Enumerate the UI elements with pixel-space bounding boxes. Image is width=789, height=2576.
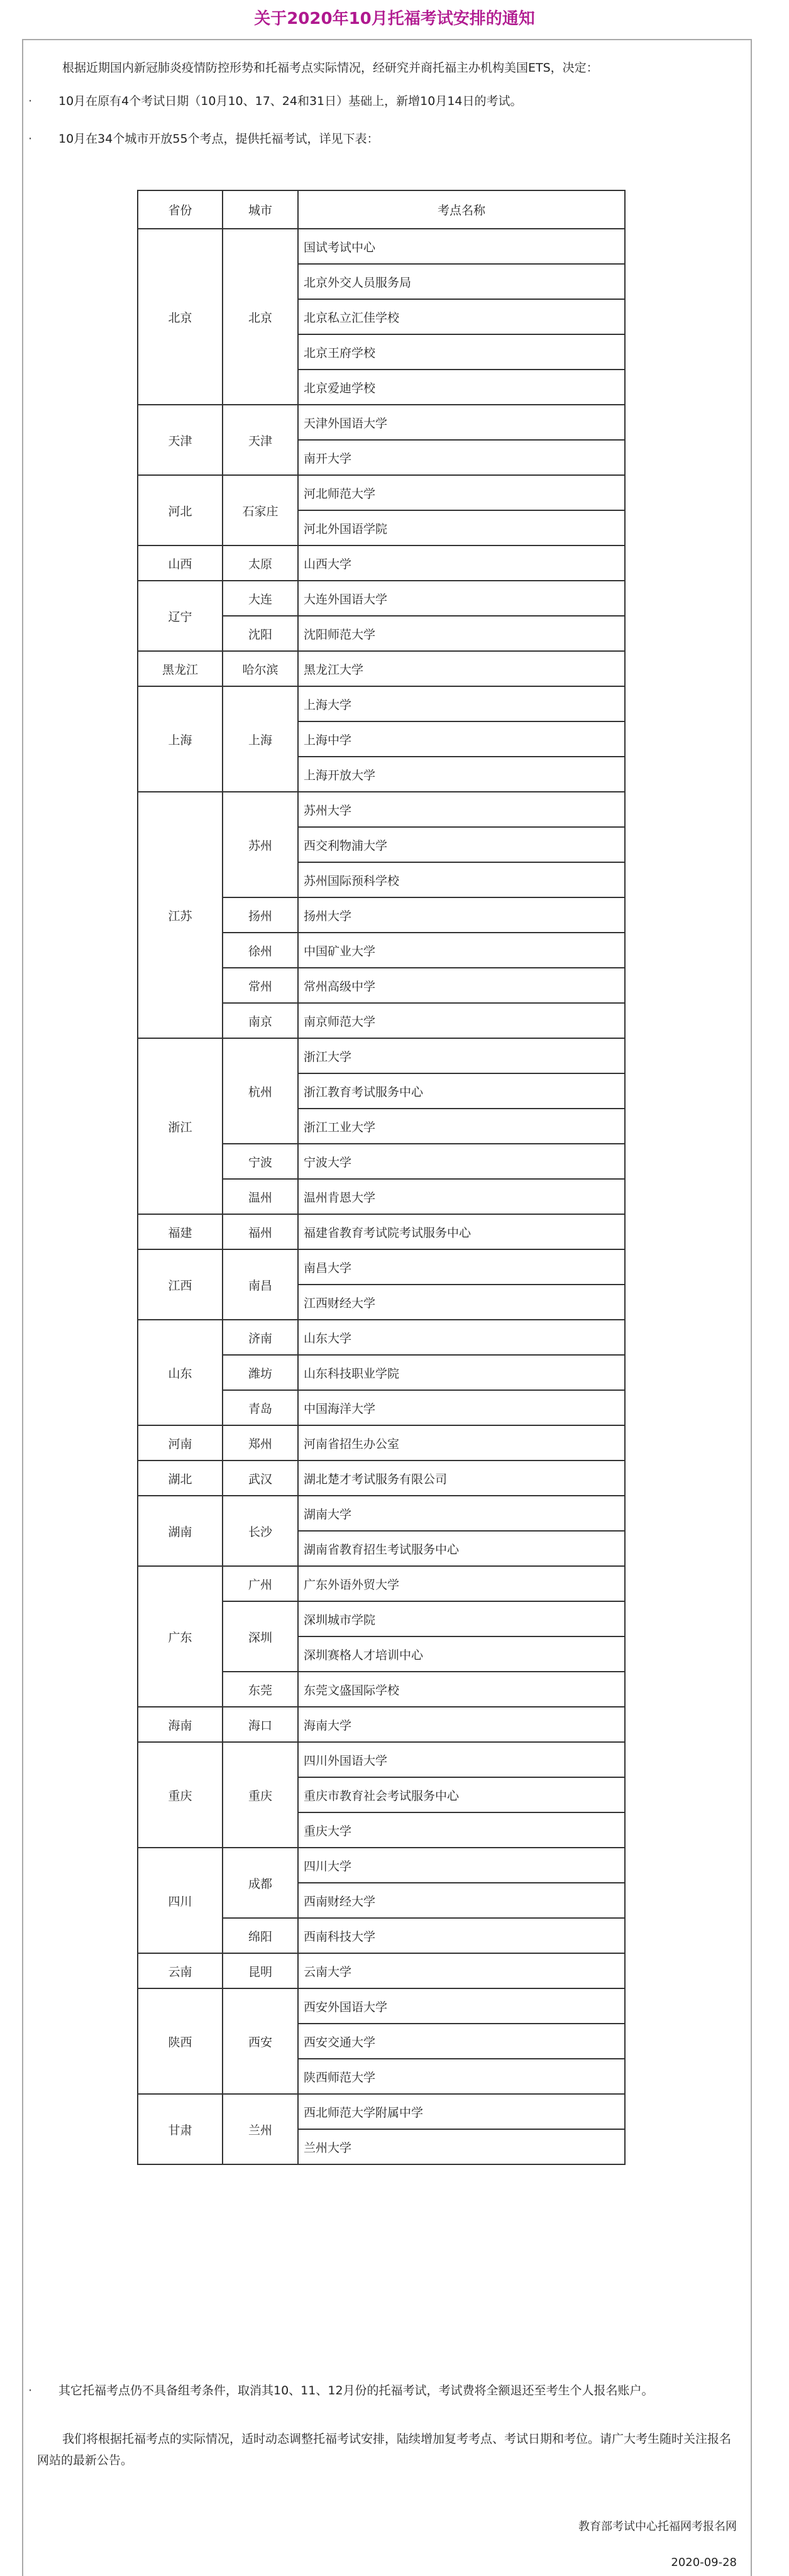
city-cell: 扬州	[223, 897, 298, 933]
header-province: 省份	[138, 190, 223, 229]
test-center-cell: 重庆大学	[298, 1812, 625, 1848]
city-cell: 东莞	[223, 1672, 298, 1707]
city-cell: 福州	[223, 1214, 298, 1249]
city-cell: 上海	[223, 686, 298, 792]
test-center-cell: 北京爱迪学校	[298, 370, 625, 405]
city-cell: 石家庄	[223, 475, 298, 545]
test-center-cell: 中国矿业大学	[298, 933, 625, 968]
city-cell: 常州	[223, 968, 298, 1003]
province-cell: 海南	[138, 1707, 223, 1742]
province-cell: 福建	[138, 1214, 223, 1249]
test-center-cell: 大连外国语大学	[298, 581, 625, 616]
city-cell: 苏州	[223, 792, 298, 897]
test-center-cell: 苏州国际预科学校	[298, 862, 625, 897]
province-cell: 甘肃	[138, 2094, 223, 2164]
test-center-cell: 云南大学	[298, 1953, 625, 1988]
test-center-cell: 深圳城市学院	[298, 1601, 625, 1636]
test-center-cell: 深圳赛格人才培训中心	[298, 1636, 625, 1672]
bullet-dot: ·	[28, 132, 33, 146]
header-city: 城市	[223, 190, 298, 229]
bullet-item: 其它托福考点仍不具备组考条件，取消其10、11、12月份的托福考试，考试费将全额退还至考生个人报名账户。	[58, 2384, 654, 2398]
test-center-cell: 浙江教育考试服务中心	[298, 1073, 625, 1109]
table-row	[138, 651, 625, 686]
city-cell: 潍坊	[223, 1355, 298, 1390]
city-cell: 海口	[223, 1707, 298, 1742]
signoff: 教育部考试中心托福网考报名网	[578, 2520, 737, 2533]
province-cell: 湖北	[138, 1461, 223, 1496]
test-center-cell: 重庆市教育社会考试服务中心	[298, 1777, 625, 1812]
test-center-cell: 河北师范大学	[298, 475, 625, 510]
test-center-cell: 四川外国语大学	[298, 1742, 625, 1777]
test-center-cell: 浙江工业大学	[298, 1109, 625, 1144]
province-cell: 江苏	[138, 792, 223, 1038]
test-center-cell: 北京外交人员服务局	[298, 264, 625, 299]
test-center-cell: 国试考试中心	[298, 229, 625, 264]
test-center-cell: 南京师范大学	[298, 1003, 625, 1038]
table-row	[138, 1249, 625, 1285]
table-row	[138, 1988, 625, 2024]
intro-text: 根据近期国内新冠肺炎疫情防控形势和托福考点实际情况，经研究并商托福主办机构美国ETS，决定：	[62, 61, 599, 75]
city-cell: 广州	[223, 1566, 298, 1601]
city-cell: 昆明	[223, 1953, 298, 1988]
test-center-cell: 西北师范大学附属中学	[298, 2094, 625, 2129]
city-cell: 北京	[223, 229, 298, 405]
table-row	[138, 1320, 625, 1355]
header-center: 考点名称	[298, 190, 625, 229]
test-center-cell: 陕西师范大学	[298, 2059, 625, 2094]
city-cell: 沈阳	[223, 616, 298, 651]
province-cell: 山东	[138, 1320, 223, 1425]
table-row	[138, 1496, 625, 1531]
city-cell: 太原	[223, 545, 298, 581]
test-center-cell: 东莞文盛国际学校	[298, 1672, 625, 1707]
province-cell: 四川	[138, 1848, 223, 1953]
table-row	[138, 1566, 625, 1601]
province-cell: 陕西	[138, 1988, 223, 2094]
table-row	[138, 229, 625, 264]
table-row	[138, 1461, 625, 1496]
test-center-cell: 苏州大学	[298, 792, 625, 827]
test-center-table-wrapper	[137, 190, 626, 2165]
city-cell: 天津	[223, 405, 298, 475]
city-cell: 郑州	[223, 1425, 298, 1461]
city-cell: 哈尔滨	[223, 651, 298, 686]
test-center-cell: 河南省招生办公室	[298, 1425, 625, 1461]
test-center-cell: 西南财经大学	[298, 1883, 625, 1918]
test-center-cell: 黑龙江大学	[298, 651, 625, 686]
city-cell: 温州	[223, 1179, 298, 1214]
test-center-cell: 湖北楚才考试服务有限公司	[298, 1461, 625, 1496]
bullet-dot: ·	[28, 94, 33, 108]
test-center-cell: 西安交通大学	[298, 2024, 625, 2059]
table-row	[138, 1038, 625, 1073]
test-center-cell: 四川大学	[298, 1848, 625, 1883]
city-cell: 杭州	[223, 1038, 298, 1144]
province-cell: 湖南	[138, 1496, 223, 1566]
test-center-cell: 温州肯恩大学	[298, 1179, 625, 1214]
test-center-cell: 江西财经大学	[298, 1285, 625, 1320]
city-cell: 徐州	[223, 933, 298, 968]
city-cell: 西安	[223, 1988, 298, 2094]
test-center-cell: 南开大学	[298, 440, 625, 475]
city-cell: 宁波	[223, 1144, 298, 1179]
test-center-cell: 上海开放大学	[298, 757, 625, 792]
table-row	[138, 2094, 625, 2129]
test-center-cell: 西安外国语大学	[298, 1988, 625, 2024]
test-center-cell: 沈阳师范大学	[298, 616, 625, 651]
province-cell: 山西	[138, 545, 223, 581]
bullet-dot: ·	[28, 2384, 33, 2398]
table-row	[138, 1707, 625, 1742]
city-cell: 绵阳	[223, 1918, 298, 1953]
city-cell: 济南	[223, 1320, 298, 1355]
test-center-cell: 北京私立汇佳学校	[298, 299, 625, 334]
test-center-cell: 山东科技职业学院	[298, 1355, 625, 1390]
table-header-row	[138, 190, 625, 229]
city-cell: 深圳	[223, 1601, 298, 1672]
province-cell: 北京	[138, 229, 223, 405]
province-cell: 广东	[138, 1566, 223, 1707]
test-center-cell: 兰州大学	[298, 2129, 625, 2164]
bullet-item: 10月在34个城市开放55个考点，提供托福考试，详见下表：	[58, 132, 379, 146]
test-center-cell: 常州高级中学	[298, 968, 625, 1003]
test-center-cell: 北京王府学校	[298, 334, 625, 370]
table-row	[138, 1742, 625, 1777]
table-row	[138, 405, 625, 440]
test-center-cell: 南昌大学	[298, 1249, 625, 1285]
province-cell: 重庆	[138, 1742, 223, 1848]
province-cell: 浙江	[138, 1038, 223, 1214]
test-center-cell: 上海大学	[298, 686, 625, 721]
test-center-cell: 中国海洋大学	[298, 1390, 625, 1425]
city-cell: 青岛	[223, 1390, 298, 1425]
city-cell: 南京	[223, 1003, 298, 1038]
table-row	[138, 545, 625, 581]
province-cell: 天津	[138, 405, 223, 475]
city-cell: 重庆	[223, 1742, 298, 1848]
signoff-date: 2020-09-28	[671, 2556, 737, 2569]
test-center-cell: 天津外国语大学	[298, 405, 625, 440]
test-center-cell: 山东大学	[298, 1320, 625, 1355]
bullet-item: 10月在原有4个考试日期（10月10、17、24和31日）基础上，新增10月14日的考试。	[58, 94, 522, 108]
province-cell: 辽宁	[138, 581, 223, 651]
city-cell: 南昌	[223, 1249, 298, 1320]
city-cell: 成都	[223, 1848, 298, 1918]
province-cell: 云南	[138, 1953, 223, 1988]
page-title: 关于2020年10月托福考试安排的通知	[254, 9, 535, 28]
test-center-cell: 湖南大学	[298, 1496, 625, 1531]
city-cell: 兰州	[223, 2094, 298, 2164]
test-center-cell: 上海中学	[298, 721, 625, 757]
table-row	[138, 1953, 625, 1988]
test-center-cell: 浙江大学	[298, 1038, 625, 1073]
test-center-cell: 广东外语外贸大学	[298, 1566, 625, 1601]
test-center-cell: 河北外国语学院	[298, 510, 625, 545]
test-center-cell: 福建省教育考试院考试服务中心	[298, 1214, 625, 1249]
notice-panel	[22, 39, 752, 2576]
table-row	[138, 686, 625, 721]
test-center-cell: 西南科技大学	[298, 1918, 625, 1953]
table-row	[138, 581, 625, 616]
city-cell: 大连	[223, 581, 298, 616]
table-row	[138, 1848, 625, 1883]
test-center-cell: 扬州大学	[298, 897, 625, 933]
province-cell: 江西	[138, 1249, 223, 1320]
table-row	[138, 792, 625, 827]
test-center-cell: 海南大学	[298, 1707, 625, 1742]
province-cell: 黑龙江	[138, 651, 223, 686]
province-cell: 河北	[138, 475, 223, 545]
test-center-cell: 西交利物浦大学	[298, 827, 625, 862]
table-row	[138, 1214, 625, 1249]
city-cell: 长沙	[223, 1496, 298, 1566]
province-cell: 河南	[138, 1425, 223, 1461]
test-center-cell: 山西大学	[298, 545, 625, 581]
city-cell: 武汉	[223, 1461, 298, 1496]
closing-paragraph: 我们将根据托福考点的实际情况，适时动态调整托福考试安排，陆续增加复考考点、考试日期和考位。请广大考生随时关注报名网站的最新公告。	[37, 2432, 732, 2467]
test-center-cell: 湖南省教育招生考试服务中心	[298, 1531, 625, 1566]
table-row	[138, 475, 625, 510]
test-center-cell: 宁波大学	[298, 1144, 625, 1179]
province-cell: 上海	[138, 686, 223, 792]
table-row	[138, 1425, 625, 1461]
test-center-table	[137, 190, 626, 2165]
